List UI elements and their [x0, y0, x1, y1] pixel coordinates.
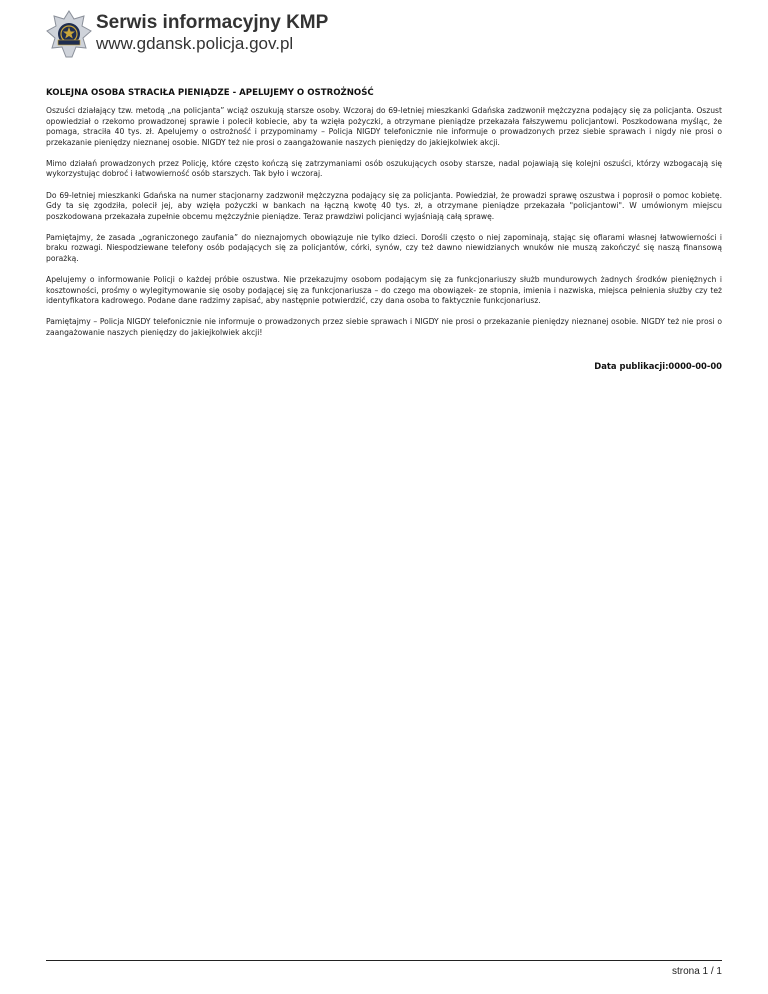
- footer-divider: [46, 960, 722, 961]
- page-number: strona 1 / 1: [671, 966, 722, 977]
- article-paragraph-3: Do 69-letniej mieszkanki Gdańska na numer stacjonarny zadzwonił mężczyzna podający się za policjanta. Powiedział, że prowadzi sprawę oszustwa i poprosił o pomoc kobietę. Gdy ta się zgodziła, polecił jej, aby wzięła pożyczki w bankach na łączną kwotę 40 tys. zł, a otrzymane pieniądze przekazała "policjantowi". W umówionym miejscu poszkodowana przekazała zupełnie obcemu mężczyźnie pieniądze. Teraz prawdziwi policjanci wyjaśniają całą sprawę.: [46, 190, 722, 221]
- article-paragraph-1: Oszuści działający tzw. metodą „na policjanta” wciąż oszukują starsze osoby. Wczoraj do 69-letniej mieszkanki Gdańska zadzwonił mężczyzna podający się za policjanta. Oszust opowiedział o rzekomo prowadzonej sprawie i polecił kobiecie, aby ta wzięła pożyczki, a otrzymane pieniądze przekazała fałszywemu policjantowi. Poszkodowana myśląc, że pomaga, straciła 40 tys. zł. Apelujemy o ostrożność i przypominamy – Policja NIGDY telefonicznie nie informuje o prowadzonych przez siebie sprawach i nigdy nie prosi o przekazanie pieniędzy nieznanej osobie. NIGDY też nie prosi o zaangażowanie naszych pieniędzy do jakiejkolwiek akcji.: [46, 106, 722, 147]
- article-title: KOLEJNA OSOBA STRACIŁA PIENIĄDZE - APELUJEMY O OSTROŻNOŚĆ: [46, 88, 374, 98]
- site-title: Serwis informacyjny KMP: [96, 12, 329, 33]
- article-paragraph-4: Pamiętajmy, że zasada „ograniczonego zaufania” do nieznajomych obowiązuje nie tylko dzieci. Dorośli często o niej zapominają, stając się ofiarami własnej łatwowierności i braku rozwagi. Niespodziewane telefony osób podających się za policjantów, córki, synów, czy też dawno niewidzianych wnuków nie muszą zakończyć się naszą finansową porażką.: [46, 232, 722, 264]
- police-star-badge-icon: [46, 10, 92, 60]
- site-url[interactable]: www.gdansk.policja.gov.pl: [96, 34, 294, 53]
- article-content: [46, 88, 722, 371]
- article-paragraph-2: Mimo działań prowadzonych przez Policję, które często kończą się zatrzymaniami osób oszukujących osoby starsze, nadal pojawiają się kolejni oszuści, którzy wzbogacają się wykorzystując dobroć i łatwowierność osób starszych. Tak było i wczoraj.: [46, 158, 722, 179]
- article-paragraph-5: Apelujemy o informowanie Policji o każdej próbie oszustwa. Nie przekazujmy osobom podającym się za funkcjonariuszy służb mundurowych żadnych środków pieniężnych i kosztowności, prośmy o wylegitymowanie się osoby podającej się za funkcjonariusza – do czego ma obowiązek- ze stopnia, imienia i nazwiska, miejsca pełnienia służby czy też identyfikatora kadrowego. Podane dane radzimy zapisać, aby następnie potwierdzić, czy dana osoba to faktycznie funkcjonariusz.: [46, 275, 722, 306]
- publication-date: Data publikacji:0000-00-00: [594, 360, 722, 371]
- article-paragraph-6: Pamiętajmy – Policja NIGDY telefonicznie nie informuje o prowadzonych przez siebie sprawach i NIGDY nie prosi o przekazanie pieniędzy nieznanej osobie. NIGDY też nie prosi o zaangażowanie naszych pieniędzy do jakiejkolwiek akcji!: [46, 317, 722, 337]
